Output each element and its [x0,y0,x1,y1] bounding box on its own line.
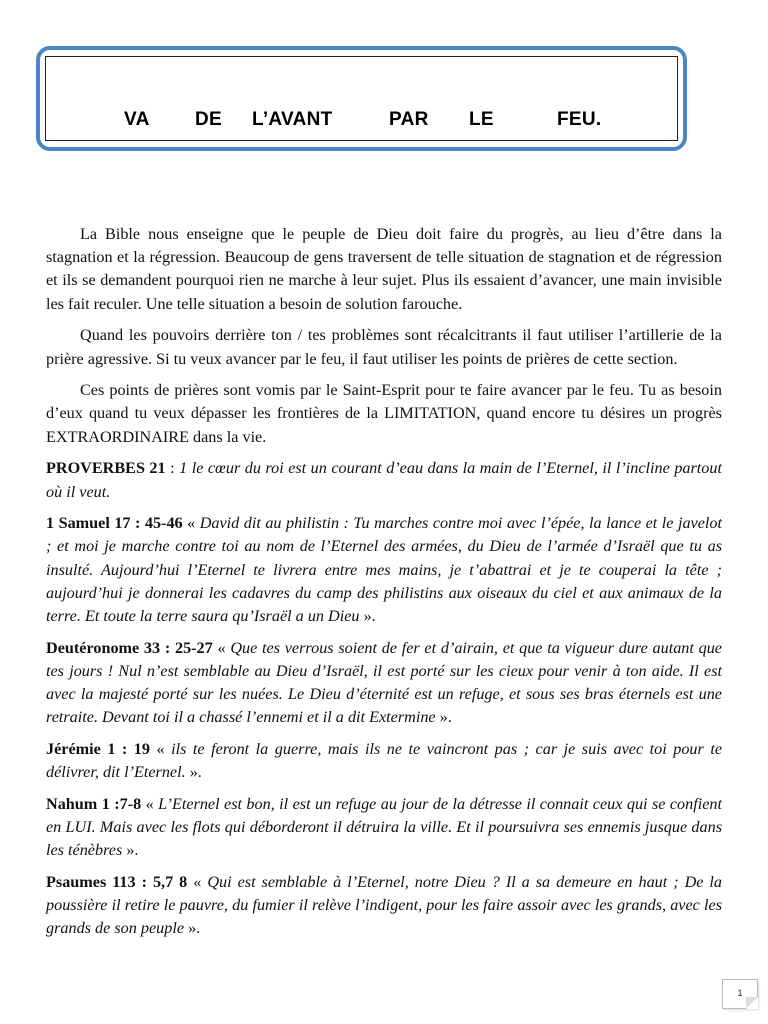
document-body [46,223,722,949]
quote-close: ». [359,607,376,626]
title-word: L’AVANT [252,109,333,130]
quote-open: « [217,638,231,657]
verse-block [46,512,722,628]
quote-open: « [187,514,200,533]
title-word: LE [469,109,494,130]
verse-text: Qui est semblable à l’Eternel, notre Dieu ? Il a sa demeure en haut ; De la poussière il retire le pauvre, du fumier il relève l’indigent, pour les faire assoir avec les grands, avec les grands de son peuple [46,873,723,938]
verse-text: L’Eternel est bon, il est un refuge au jour de la détresse il connait ceux qui se confient en LUI. Mais avec les flots qui déborderont il détruira la ville. Et il poursuivra ses ennemis jusque dans les ténèbres [46,794,723,860]
title-word: VA [124,109,150,130]
verse-block [46,793,722,863]
verse-reference: Nahum 1 :7-8 [46,794,142,813]
verse-reference: Deutéronome 33 : 25-27 [46,638,213,657]
verse-reference: Jérémie 1 : 19 [46,740,150,759]
verse-block [46,457,722,503]
page-number: 1 [722,979,758,1009]
intro-paragraph: La Bible nous enseigne que le peuple de Dieu doit faire du progrès, au lieu d’être dans la stagnation et la régression. Beaucoup de gens traversent de telle situation de stagnation et de régression et ils se demandent pourquoi rien ne marche à leur sujet. Plus ils essaient d’avancer, une main invisible les fait reculer. Une telle situation a besoin de solution farouche. [46,225,722,313]
verse-reference: 1 Samuel 17 : 45-46 [46,514,183,533]
quote-open: « [193,873,208,892]
verse-reference: PROVERBES 21 [46,459,166,478]
verse-separator: : [165,459,180,478]
verse-block [46,871,722,941]
quote-close: ». [184,919,201,938]
quote-close: ». [122,841,139,860]
title-word: FEU. [557,109,602,130]
title-word: PAR [389,109,429,130]
quote-close: ». [435,708,452,727]
title-word: DE [195,109,222,130]
verse-text: Que tes verrous soient de fer et d’airain, et que ta vigueur dure autant que tes jours ! Nul n’est semblable au Dieu d’Israël, il est porté sur les cieux pour venir à ton aide. Il est avec la majesté porté sur les nuées. Le Dieu d’éternité est un refuge, et sous ses bras éternels est une retraite. Devant toi il a chassé l’ennemi et il a dit Extermine [46,638,722,727]
verse-block [46,637,722,730]
title-banner [36,46,687,151]
verse-text: David dit au philistin : Tu marches contre moi avec l’épée, la lance et le javelot ; et moi je marche contre toi au nom de l’Eternel des armées, du Dieu de l’armée d’Israël que tu as insulté. Aujourd’hui l’Eternel te livrera entre mes mains, je t’abattrai et je te couperai la tête ; aujourd’hui je donnerai les cadavres du camp des philistins aux oiseaux du ciel et aux animaux de la terre. Et toute la terre saura qu’Israël a un Dieu [46,514,723,626]
quote-close: ». [185,763,202,782]
verse-text: 1 le cœur du roi est un courant d’eau dans la main de l’Eternel, il l’incline partout où il veut. [46,459,722,501]
verse-reference: Psaumes 113 : 5,7 8 [46,873,188,892]
intro-paragraph: Ces points de prières sont vomis par le Saint-Esprit pour te faire avancer par le feu. Tu as besoin d’eux quand tu veux dépasser les frontières de la LIMITATION, quand encore tu désires un progrès EXTRAORDINAIRE dans la vie. [46,381,722,446]
verse-text: ils te feront la guerre, mais ils ne te vaincront pas ; car je suis avec toi pour te délivrer, dit l’Eternel. [46,740,723,782]
quote-open: « [156,740,172,759]
intro-paragraph: Quand les pouvoirs derrière ton / tes problèmes sont récalcitrants il faut utiliser l’artillerie de la prière agressive. Si tu veux avancer par le feu, il faut utiliser les points de prières de cette section. [46,326,722,368]
quote-open: « [145,794,159,813]
verse-block [46,738,722,784]
